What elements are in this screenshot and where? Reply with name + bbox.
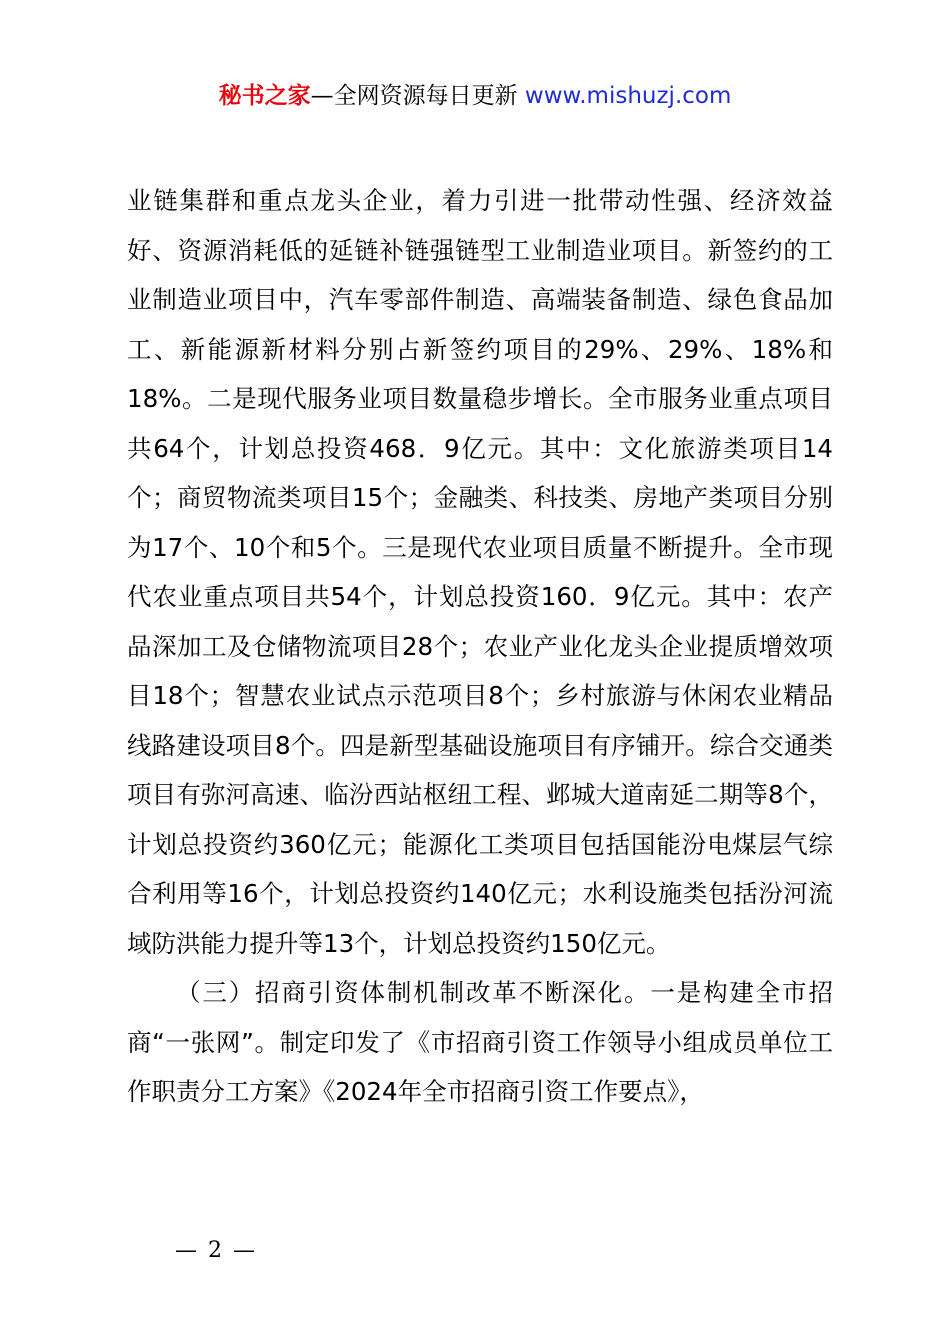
site-url-link[interactable]: www.mishuzj.com [524, 83, 732, 109]
page-number: — 2 — [175, 1238, 257, 1263]
site-header [0, 80, 950, 112]
document-body [127, 176, 833, 1117]
paragraph-section-three: （三）招商引资体制机制改革不断深化。一是构建全市招商“一张网”。制定印发了《市招商引资工作领导小组成员单位工作职责分工方案》《2024年全市招商引资工作要点》， [127, 978, 833, 1106]
paragraph-continued: 业链集群和重点龙头企业，着力引进一批带动性强、经济效益好、资源消耗低的延链补链强链型工业制造业项目。新签约的工业制造业项目中，汽车零部件制造、高端装备制造、绿色食品加工、新能源新材料分别占新签约项目的29%、29%、18%和18%。二是现代服务业项目数量稳步增长。全市服务业重点项目共64个，计划总投资468．9亿元。其中：文化旅游类项目14个；商贸物流类项目15个；金融类、科技类、房地产类项目分别为17个、10个和5个。三是现代农业项目质量不断提升。全市现代农业重点项目共54个，计划总投资160．9亿元。其中：农产品深加工及仓储物流项目28个；农业产业化龙头企业提质增效项目18个；智慧农业试点示范项目8个；乡村旅游与休闲农业精品线路建设项目8个。四是新型基础设施项目有序铺开。综合交通类项目有弥河高速、临汾西站枢纽工程、邺城大道南延二期等8个，计划总投资约360亿元；能源化工类项目包括国能汾电煤层气综合利用等16个，计划总投资约140亿元；水利设施类包括汾河流域防洪能力提升等13个，计划总投资约150亿元。 [127, 186, 833, 958]
brand-name: 秘书之家 [218, 83, 311, 109]
header-tagline: —全网资源每日更新 [310, 83, 525, 109]
